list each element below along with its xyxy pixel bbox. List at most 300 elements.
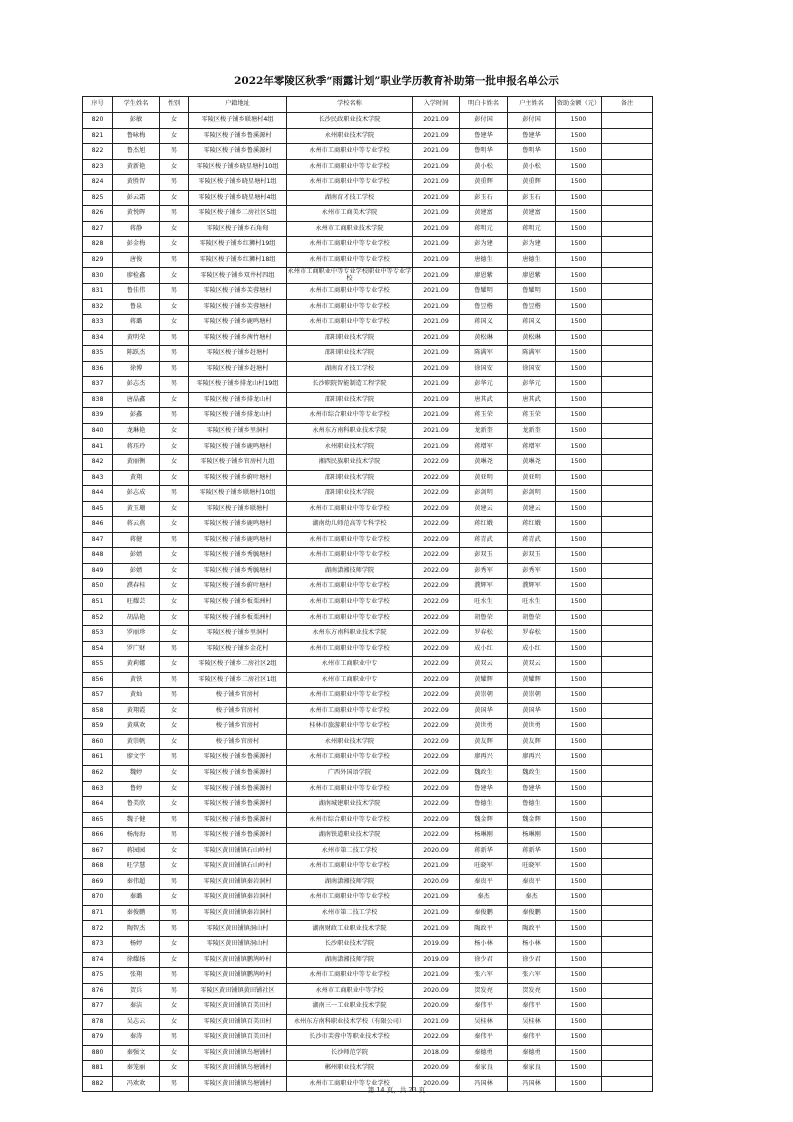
- cell-index: 828: [83, 237, 113, 253]
- cell-gender: 女: [160, 657, 189, 673]
- cell-card-holder: 廖恩紫: [460, 268, 508, 284]
- cell-school: 湖南幼儿师范高等专科学校: [287, 517, 413, 533]
- header-remark: 备注: [602, 97, 653, 113]
- cell-card-holder: 蒋玉荣: [460, 408, 508, 424]
- cell-household-head: 魏金辉: [508, 812, 556, 828]
- cell-student-name: 杨婷: [113, 936, 160, 952]
- cell-student-name: 旺学慧: [113, 859, 160, 875]
- cell-household-head: 彭付国: [508, 113, 556, 129]
- cell-student-name: 魏子健: [113, 812, 160, 828]
- table-row: [83, 952, 653, 968]
- cell-school: 永州市第二技工学校: [287, 843, 413, 859]
- cell-student-name: 蒋云燕: [113, 517, 160, 533]
- cell-card-holder: 鲁明华: [460, 144, 508, 160]
- cell-gender: 女: [160, 113, 189, 129]
- cell-address: 零陵区梭子铺乡排龙山村19组: [189, 377, 287, 393]
- header-student-name: 学生姓名: [113, 97, 160, 113]
- cell-address: 零陵区梭子铺乡联塘村: [189, 501, 287, 517]
- cell-index: 879: [83, 1030, 113, 1046]
- cell-gender: 女: [160, 517, 189, 533]
- cell-address: 零陵区梭子铺乡秀毓塘村: [189, 548, 287, 564]
- cell-address: 梭子铺乡官房村: [189, 719, 287, 735]
- table-row: [83, 1030, 653, 1046]
- cell-gender: 男: [160, 1030, 189, 1046]
- cell-card-holder: 唐其武: [460, 392, 508, 408]
- cell-address: 零陵区黄田铺镇百美田村: [189, 1030, 287, 1046]
- cell-gender: 女: [160, 843, 189, 859]
- cell-gender: 女: [160, 221, 189, 237]
- cell-card-holder: 罗春松: [460, 626, 508, 642]
- cell-amount: 1500: [556, 921, 602, 937]
- cell-gender: 女: [160, 610, 189, 626]
- cell-index: 860: [83, 734, 113, 750]
- cell-index: 848: [83, 548, 113, 564]
- cell-school: 永州市工商职业中等专业学校: [287, 968, 413, 984]
- cell-student-name: 张翔: [113, 968, 160, 984]
- cell-remark: [602, 252, 653, 268]
- cell-household-head: 彭秀军: [508, 563, 556, 579]
- cell-address: 零陵区梭子铺乡排龙山村: [189, 408, 287, 424]
- cell-card-holder: 秦德勇: [460, 1045, 508, 1061]
- cell-student-name: 黄灿: [113, 688, 160, 704]
- cell-address: 零陵区黄田铺镇石山岭村: [189, 843, 287, 859]
- cell-card-holder: 蒋青武: [460, 532, 508, 548]
- cell-gender: 女: [160, 455, 189, 471]
- cell-card-holder: 陈满军: [460, 346, 508, 362]
- cell-remark: [602, 859, 653, 875]
- table-row: [83, 548, 653, 564]
- cell-index: 882: [83, 1076, 113, 1092]
- cell-gender: 男: [160, 828, 189, 844]
- table-row: [83, 501, 653, 517]
- cell-address: 零陵区黄田铺镇秦岩洞村: [189, 905, 287, 921]
- cell-student-name: 罗广财: [113, 641, 160, 657]
- cell-gender: 女: [160, 470, 189, 486]
- cell-card-holder: 吴桂林: [460, 1014, 508, 1030]
- cell-amount: 1500: [556, 657, 602, 673]
- cell-enroll-date: 2018.09: [413, 1045, 460, 1061]
- cell-remark: [602, 517, 653, 533]
- cell-enroll-date: 2020.09: [413, 1076, 460, 1092]
- cell-enroll-date: 2022.09: [413, 703, 460, 719]
- table-row: [83, 237, 653, 253]
- cell-student-name: 冯欢欢: [113, 1076, 160, 1092]
- cell-card-holder: 旺晓军: [460, 859, 508, 875]
- cell-remark: [602, 346, 653, 362]
- table-row: [83, 765, 653, 781]
- cell-address: 零陵区梭子铺乡鹿鸣塘村: [189, 439, 287, 455]
- cell-address: 零陵区梭子铺乡联塘村4组: [189, 113, 287, 129]
- cell-household-head: 陶政平: [508, 921, 556, 937]
- cell-school: 湖南育才技工学校: [287, 190, 413, 206]
- cell-address: 零陵区梭子铺乡里洞村: [189, 626, 287, 642]
- cell-household-head: 魏政生: [508, 765, 556, 781]
- cell-student-name: 鲁杰旭: [113, 144, 160, 160]
- cell-card-holder: 胡鲁荣: [460, 610, 508, 626]
- cell-address: 零陵区梭子铺乡蔚叶塘村: [189, 579, 287, 595]
- cell-household-head: 秦家良: [508, 1061, 556, 1077]
- cell-amount: 1500: [556, 113, 602, 129]
- cell-enroll-date: 2021.09: [413, 423, 460, 439]
- cell-school: 永州市工商职业中等专业学校: [287, 144, 413, 160]
- cell-card-holder: 成小红: [460, 641, 508, 657]
- cell-enroll-date: 2022.09: [413, 734, 460, 750]
- cell-index: 839: [83, 408, 113, 424]
- cell-enroll-date: 2022.09: [413, 517, 460, 533]
- cell-card-holder: 秦伟平: [460, 999, 508, 1015]
- cell-household-head: 黄双云: [508, 657, 556, 673]
- cell-student-name: 秦洁: [113, 999, 160, 1015]
- cell-school: 永州市工商职业中等专业学校: [287, 859, 413, 875]
- cell-index: 837: [83, 377, 113, 393]
- table-row: [83, 797, 653, 813]
- cell-amount: 1500: [556, 859, 602, 875]
- cell-enroll-date: 2021.09: [413, 268, 460, 284]
- cell-enroll-date: 2022.09: [413, 455, 460, 471]
- table-row: [83, 361, 653, 377]
- cell-enroll-date: 2022.09: [413, 1030, 460, 1046]
- cell-index: 858: [83, 703, 113, 719]
- cell-address: 零陵区黄田铺镇洞山村: [189, 921, 287, 937]
- cell-address: 零陵区黄田铺镇鸟塘铺村: [189, 1076, 287, 1092]
- cell-remark: [602, 501, 653, 517]
- cell-household-head: 唐德生: [508, 252, 556, 268]
- cell-household-head: 鲁明华: [508, 144, 556, 160]
- cell-card-holder: 秦俊鹏: [460, 905, 508, 921]
- cell-amount: 1500: [556, 765, 602, 781]
- cell-index: 864: [83, 797, 113, 813]
- cell-school: 永州东方南科职业技术学院: [287, 626, 413, 642]
- cell-remark: [602, 983, 653, 999]
- cell-index: 857: [83, 688, 113, 704]
- cell-enroll-date: 2022.09: [413, 781, 460, 797]
- cell-school: 永州市工商职业中等专业学校: [287, 237, 413, 253]
- cell-student-name: 魏婷: [113, 765, 160, 781]
- cell-index: 880: [83, 1045, 113, 1061]
- cell-remark: [602, 113, 653, 129]
- cell-remark: [602, 657, 653, 673]
- cell-address: 零陵区梭子铺乡鲁溪源村: [189, 828, 287, 844]
- table-row: [83, 268, 653, 284]
- cell-address: 零陵区梭子铺乡官房村九组: [189, 455, 287, 471]
- cell-index: 842: [83, 455, 113, 471]
- cell-student-name: 贺兵: [113, 983, 160, 999]
- cell-amount: 1500: [556, 517, 602, 533]
- cell-enroll-date: 2021.09: [413, 113, 460, 129]
- cell-remark: [602, 843, 653, 859]
- cell-household-head: 黄建富: [508, 206, 556, 222]
- cell-household-head: 黄亚明: [508, 470, 556, 486]
- cell-enroll-date: 2022.09: [413, 719, 460, 735]
- cell-school: 永州市工商职业中专: [287, 657, 413, 673]
- cell-remark: [602, 408, 653, 424]
- cell-card-holder: 陶政平: [460, 921, 508, 937]
- cell-student-name: 鲁美欣: [113, 797, 160, 813]
- cell-card-holder: 黄松琳: [460, 330, 508, 346]
- cell-amount: 1500: [556, 144, 602, 160]
- table-row: [83, 517, 653, 533]
- table-row: [83, 781, 653, 797]
- table-row: [83, 144, 653, 160]
- cell-household-head: 唐其武: [508, 392, 556, 408]
- cell-amount: 1500: [556, 936, 602, 952]
- cell-amount: 1500: [556, 361, 602, 377]
- cell-address: 零陵区梭子铺乡鲁溪源村: [189, 765, 287, 781]
- cell-gender: 男: [160, 361, 189, 377]
- cell-household-head: 罗春松: [508, 626, 556, 642]
- table-row: [83, 1014, 653, 1030]
- cell-student-name: 罗丽珍: [113, 626, 160, 642]
- cell-school: 湖南铁道职业技术学院: [287, 828, 413, 844]
- cell-card-holder: 徐国安: [460, 361, 508, 377]
- cell-address: 零陵区梭子铺乡茜竹塘村: [189, 330, 287, 346]
- cell-amount: 1500: [556, 968, 602, 984]
- table-row: [83, 890, 653, 906]
- cell-index: 862: [83, 765, 113, 781]
- cell-household-head: 蒋玉荣: [508, 408, 556, 424]
- cell-student-name: 陈跃杰: [113, 346, 160, 362]
- cell-gender: 女: [160, 1061, 189, 1077]
- cell-household-head: 黄耀辉: [508, 672, 556, 688]
- cell-amount: 1500: [556, 672, 602, 688]
- cell-student-name: 鲁佳伟: [113, 284, 160, 300]
- table-row: [83, 221, 653, 237]
- cell-school: 永州职业技术学院: [287, 734, 413, 750]
- cell-remark: [602, 206, 653, 222]
- cell-address: 零陵区黄田铺镇鸟塘铺村: [189, 1061, 287, 1077]
- cell-gender: 女: [160, 859, 189, 875]
- cell-student-name: 徐博: [113, 361, 160, 377]
- cell-address: 零陵区梭子铺乡赶塘村: [189, 361, 287, 377]
- cell-gender: 男: [160, 983, 189, 999]
- cell-student-name: 鲁咏梅: [113, 128, 160, 144]
- cell-card-holder: 龙新奎: [460, 423, 508, 439]
- cell-gender: 男: [160, 532, 189, 548]
- cell-enroll-date: 2021.09: [413, 144, 460, 160]
- cell-remark: [602, 765, 653, 781]
- table-row: [83, 921, 653, 937]
- cell-gender: 男: [160, 346, 189, 362]
- cell-remark: [602, 781, 653, 797]
- cell-address: 零陵区梭子铺乡鲁溪源村: [189, 797, 287, 813]
- cell-enroll-date: 2020.09: [413, 843, 460, 859]
- cell-amount: 1500: [556, 408, 602, 424]
- cell-gender: 女: [160, 392, 189, 408]
- cell-amount: 1500: [556, 237, 602, 253]
- cell-household-head: 黄小松: [508, 159, 556, 175]
- cell-amount: 1500: [556, 206, 602, 222]
- cell-enroll-date: 2021.09: [413, 408, 460, 424]
- cell-card-holder: 冯国林: [460, 1076, 508, 1092]
- cell-student-name: 杨海海: [113, 828, 160, 844]
- header-card-holder: 明白卡姓名: [460, 97, 508, 113]
- cell-remark: [602, 128, 653, 144]
- table-row: [83, 423, 653, 439]
- cell-card-holder: 廖再兴: [460, 750, 508, 766]
- cell-student-name: 彭鑫: [113, 408, 160, 424]
- cell-enroll-date: 2022.09: [413, 610, 460, 626]
- cell-school: 永州市工商职业中等专业学校: [287, 501, 413, 517]
- cell-address: 零陵区梭子铺乡鹿鸣塘村: [189, 315, 287, 331]
- cell-enroll-date: 2022.09: [413, 594, 460, 610]
- cell-card-holder: 蒋新华: [460, 843, 508, 859]
- cell-school: 永州市工商职业中等专业学校: [287, 890, 413, 906]
- cell-enroll-date: 2022.09: [413, 672, 460, 688]
- cell-gender: 女: [160, 268, 189, 284]
- cell-card-holder: 杨琳刚: [460, 828, 508, 844]
- cell-amount: 1500: [556, 299, 602, 315]
- cell-enroll-date: 2021.09: [413, 315, 460, 331]
- cell-school: 湖南潇湘技师学院: [287, 952, 413, 968]
- cell-gender: 女: [160, 237, 189, 253]
- table-row: [83, 563, 653, 579]
- table-row: [83, 299, 653, 315]
- cell-card-holder: 濮辉军: [460, 579, 508, 595]
- table-body: [83, 113, 653, 1092]
- cell-student-name: 龙琳艳: [113, 423, 160, 439]
- cell-card-holder: 鲁德生: [460, 797, 508, 813]
- cell-remark: [602, 1045, 653, 1061]
- cell-enroll-date: 2021.09: [413, 299, 460, 315]
- table-row: [83, 594, 653, 610]
- cell-enroll-date: 2022.09: [413, 765, 460, 781]
- cell-household-head: 徐国安: [508, 361, 556, 377]
- cell-household-head: 鲁耀明: [508, 284, 556, 300]
- cell-amount: 1500: [556, 439, 602, 455]
- cell-index: 830: [83, 268, 113, 284]
- cell-remark: [602, 486, 653, 502]
- cell-gender: 女: [160, 423, 189, 439]
- cell-student-name: 黄新艳: [113, 159, 160, 175]
- cell-gender: 女: [160, 594, 189, 610]
- cell-student-name: 濮春桂: [113, 579, 160, 595]
- cell-enroll-date: 2021.09: [413, 439, 460, 455]
- cell-gender: 女: [160, 501, 189, 517]
- cell-remark: [602, 968, 653, 984]
- cell-student-name: 彭志杰: [113, 377, 160, 393]
- cell-enroll-date: 2021.09: [413, 190, 460, 206]
- cell-card-holder: 贺发亮: [460, 983, 508, 999]
- cell-address: 零陵区梭子铺乡晓星塘村10组: [189, 159, 287, 175]
- cell-amount: 1500: [556, 221, 602, 237]
- header-address: 户籍地址: [189, 97, 287, 113]
- cell-address: 零陵区梭子铺乡晓星塘村1组: [189, 175, 287, 191]
- table-row: [83, 1045, 653, 1061]
- cell-household-head: 吴桂林: [508, 1014, 556, 1030]
- cell-card-holder: 魏政生: [460, 765, 508, 781]
- cell-remark: [602, 237, 653, 253]
- cell-address: 零陵区黄田铺镇秦岩洞村: [189, 890, 287, 906]
- cell-household-head: 蒋红娥: [508, 517, 556, 533]
- cell-enroll-date: 2021.09: [413, 237, 460, 253]
- table-row: [83, 657, 653, 673]
- cell-remark: [602, 221, 653, 237]
- cell-gender: 男: [160, 252, 189, 268]
- cell-card-holder: 黄友辉: [460, 734, 508, 750]
- cell-enroll-date: 2021.09: [413, 346, 460, 362]
- cell-address: 零陵区梭子铺乡红狮村19组: [189, 237, 287, 253]
- cell-enroll-date: 2022.09: [413, 626, 460, 642]
- cell-household-head: 蒋国义: [508, 315, 556, 331]
- cell-student-name: 蒋珏玲: [113, 439, 160, 455]
- cell-household-head: 杨小林: [508, 936, 556, 952]
- cell-amount: 1500: [556, 874, 602, 890]
- cell-gender: 男: [160, 175, 189, 191]
- cell-card-holder: 彭双玉: [460, 548, 508, 564]
- cell-school: 邵阳职业技术学院: [287, 346, 413, 362]
- cell-student-name: 黄莉娜: [113, 657, 160, 673]
- cell-household-head: 黄国华: [508, 703, 556, 719]
- cell-enroll-date: 2022.09: [413, 470, 460, 486]
- page-footer: 第 14 页，共 23 页: [367, 1086, 426, 1094]
- cell-household-head: 龙新奎: [508, 423, 556, 439]
- cell-remark: [602, 952, 653, 968]
- cell-index: 875: [83, 968, 113, 984]
- cell-school: 郴州职业技术学院: [287, 1061, 413, 1077]
- cell-amount: 1500: [556, 284, 602, 300]
- cell-index: 852: [83, 610, 113, 626]
- cell-index: 859: [83, 719, 113, 735]
- cell-index: 829: [83, 252, 113, 268]
- cell-gender: 女: [160, 765, 189, 781]
- cell-household-head: 彭剑明: [508, 486, 556, 502]
- cell-school: 长沙职业技术学院: [287, 936, 413, 952]
- cell-index: 881: [83, 1061, 113, 1077]
- cell-household-head: 蒋明元: [508, 221, 556, 237]
- cell-student-name: 彭婧: [113, 548, 160, 564]
- cell-card-holder: 秦杰: [460, 890, 508, 906]
- table-row: [83, 843, 653, 859]
- cell-index: 853: [83, 626, 113, 642]
- cell-address: 零陵区梭子铺乡二房社区5组: [189, 206, 287, 222]
- cell-household-head: 秦伟平: [508, 999, 556, 1015]
- cell-amount: 1500: [556, 843, 602, 859]
- cell-amount: 1500: [556, 781, 602, 797]
- cell-address: 零陵区梭子铺乡鲁溪源村: [189, 144, 287, 160]
- cell-card-holder: 黄琳尧: [460, 455, 508, 471]
- cell-index: 873: [83, 936, 113, 952]
- cell-school: 邵阳职业技术学院: [287, 486, 413, 502]
- cell-student-name: 黄翔霞: [113, 703, 160, 719]
- cell-remark: [602, 594, 653, 610]
- cell-gender: 女: [160, 1014, 189, 1030]
- cell-index: 825: [83, 190, 113, 206]
- cell-student-name: 黄玉珊: [113, 501, 160, 517]
- cell-remark: [602, 890, 653, 906]
- cell-school: 永州职业技术学院: [287, 439, 413, 455]
- cell-gender: 男: [160, 968, 189, 984]
- cell-enroll-date: 2019.09: [413, 936, 460, 952]
- cell-school: 永州市工商职业中等专业学校: [287, 548, 413, 564]
- cell-school: 长沙民政职业技术学院: [287, 113, 413, 129]
- cell-index: 824: [83, 175, 113, 191]
- cell-amount: 1500: [556, 252, 602, 268]
- cell-household-head: 旺晓军: [508, 859, 556, 875]
- cell-amount: 1500: [556, 828, 602, 844]
- cell-index: 856: [83, 672, 113, 688]
- cell-remark: [602, 532, 653, 548]
- cell-amount: 1500: [556, 750, 602, 766]
- cell-student-name: 蒋静: [113, 221, 160, 237]
- header-amount: 资助金额（元）: [556, 97, 602, 113]
- cell-enroll-date: 2022.09: [413, 486, 460, 502]
- cell-remark: [602, 579, 653, 595]
- table-row: [83, 828, 653, 844]
- cell-household-head: 秦伟平: [508, 1030, 556, 1046]
- cell-school: 永州市工商美术学院: [287, 206, 413, 222]
- cell-address: 零陵区黄田铺镇鹏鸠岭村: [189, 952, 287, 968]
- cell-card-holder: 杨小林: [460, 936, 508, 952]
